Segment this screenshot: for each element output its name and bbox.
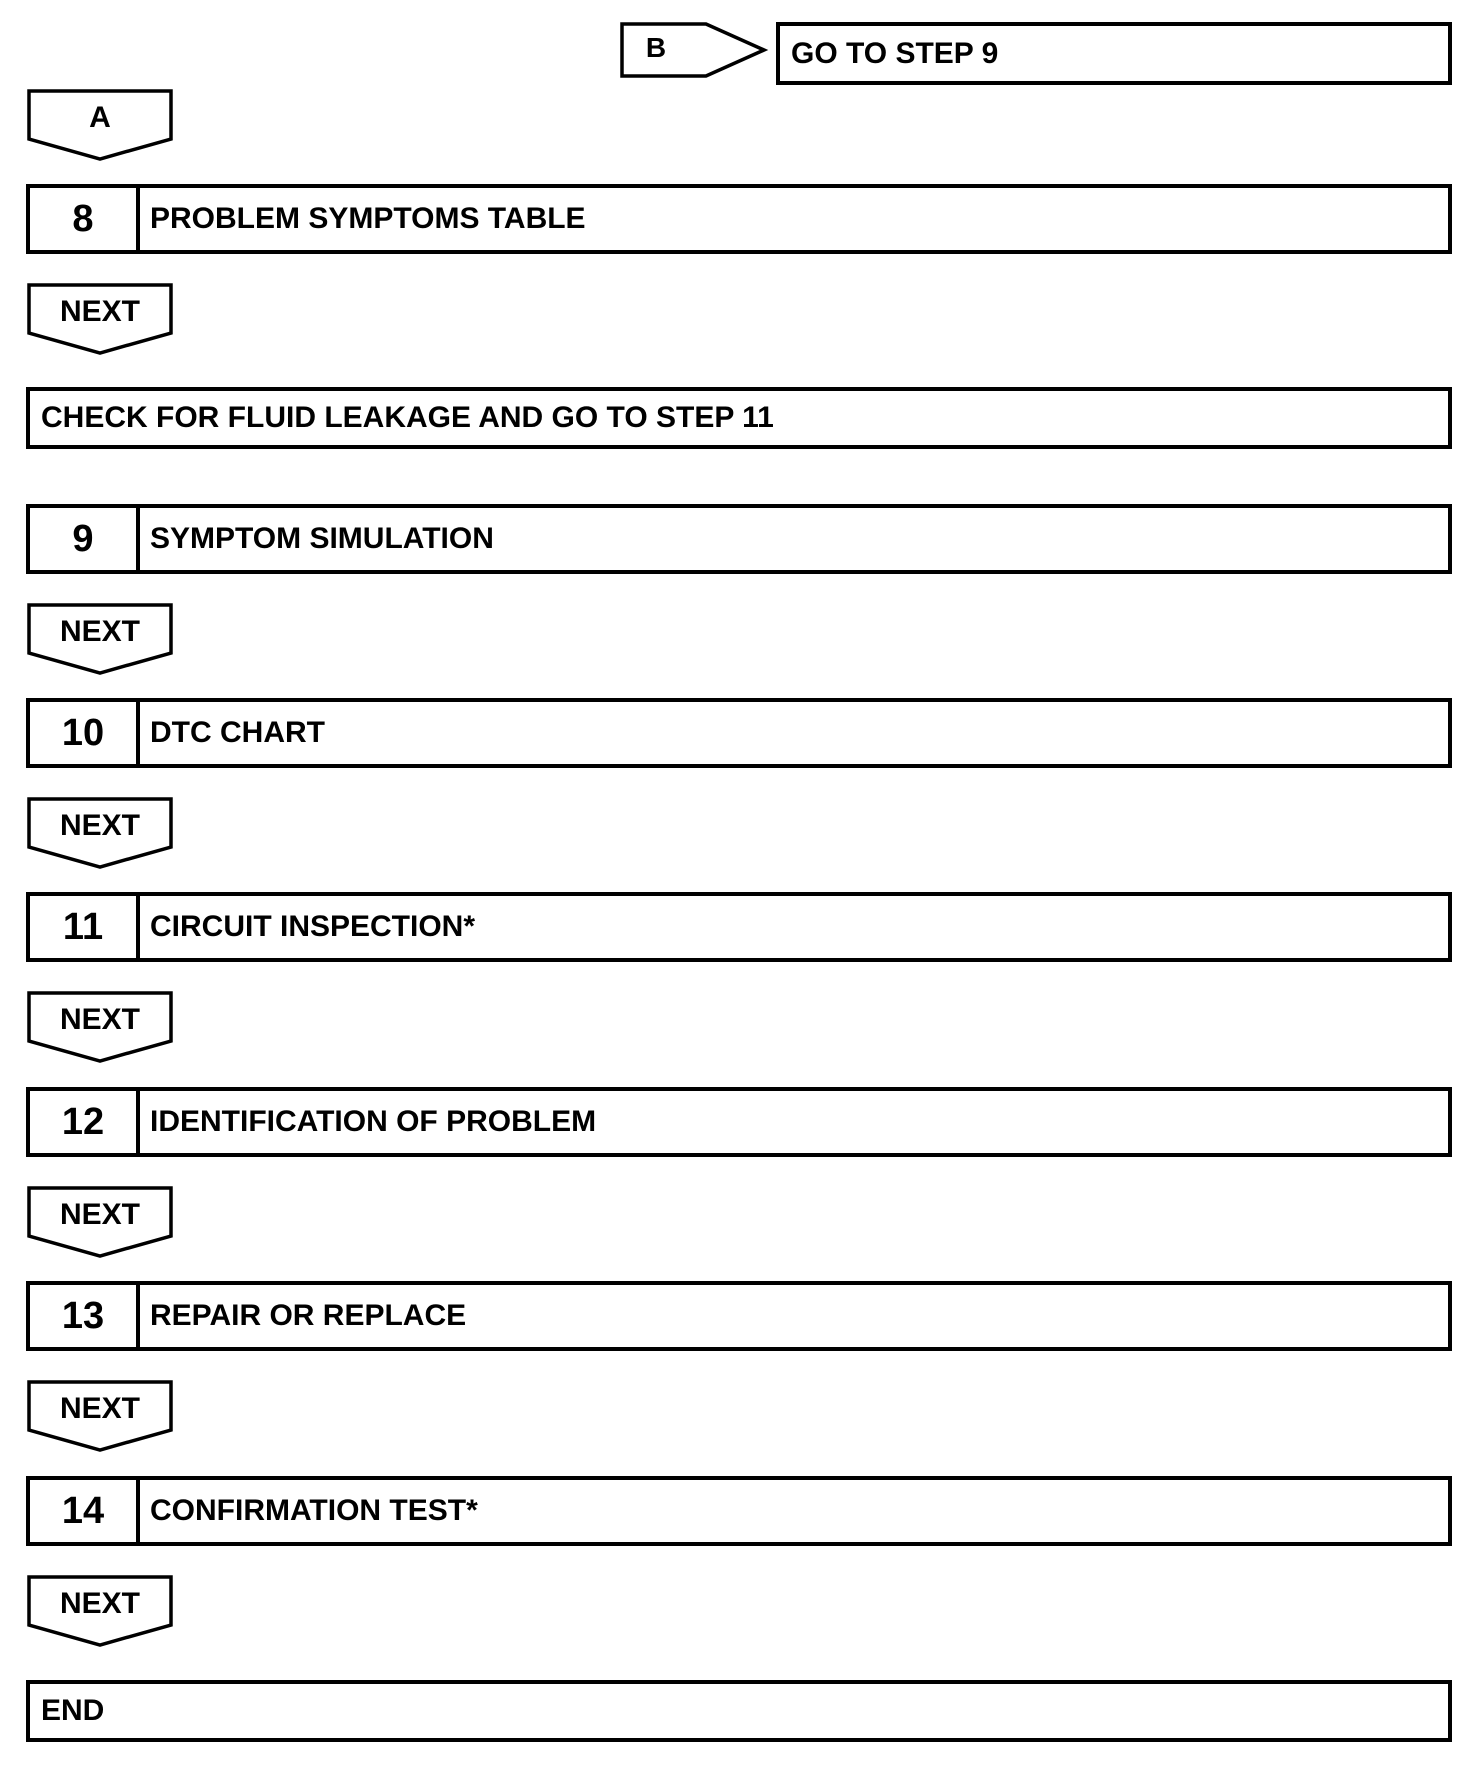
step-number: 9 bbox=[30, 508, 140, 570]
step-title: DTC CHART bbox=[150, 716, 325, 749]
step-12-box bbox=[26, 1087, 1452, 1157]
step-number: 13 bbox=[30, 1285, 140, 1347]
step-number: 10 bbox=[30, 702, 140, 764]
next-arrow-after-8 bbox=[27, 283, 173, 355]
step-number: 12 bbox=[30, 1091, 140, 1153]
step-title: CIRCUIT INSPECTION* bbox=[150, 910, 476, 943]
next-label: NEXT bbox=[59, 1003, 140, 1036]
step-number: 8 bbox=[30, 188, 140, 250]
next-label: NEXT bbox=[59, 1587, 140, 1620]
branch-b-target bbox=[776, 22, 1452, 85]
step-number: 14 bbox=[30, 1480, 140, 1542]
step-title: IDENTIFICATION OF PROBLEM bbox=[150, 1105, 597, 1138]
next-arrow-after-13 bbox=[27, 1380, 173, 1452]
next-label: NEXT bbox=[59, 295, 140, 328]
step-title: CONFIRMATION TEST* bbox=[150, 1494, 478, 1527]
next-label: NEXT bbox=[59, 1198, 140, 1231]
step-8-box bbox=[26, 184, 1452, 254]
branch-a-label: A bbox=[89, 101, 111, 134]
next-label: NEXT bbox=[59, 809, 140, 842]
branch-b-target-text: GO TO STEP 9 bbox=[791, 36, 999, 70]
step-11-box bbox=[26, 892, 1452, 962]
step-13-box bbox=[26, 1281, 1452, 1351]
step-title: REPAIR OR REPLACE bbox=[150, 1299, 467, 1332]
branch-a-arrow bbox=[27, 89, 173, 161]
step-title: PROBLEM SYMPTOMS TABLE bbox=[150, 202, 586, 235]
step-14-box bbox=[26, 1476, 1452, 1546]
next-label: NEXT bbox=[59, 1392, 140, 1425]
end-label: END bbox=[41, 1694, 105, 1727]
next-arrow-after-9 bbox=[27, 603, 173, 675]
branch-b-arrow bbox=[620, 22, 766, 78]
next-arrow-after-11 bbox=[27, 991, 173, 1063]
step-title: SYMPTOM SIMULATION bbox=[150, 522, 494, 555]
end-box bbox=[26, 1680, 1452, 1742]
step-9-box bbox=[26, 504, 1452, 574]
next-label: NEXT bbox=[59, 615, 140, 648]
fluid-leakage-box bbox=[26, 387, 1452, 449]
step-number: 11 bbox=[30, 896, 140, 958]
next-arrow-after-12 bbox=[27, 1186, 173, 1258]
next-arrow-after-14 bbox=[27, 1575, 173, 1647]
fluid-leakage-text: CHECK FOR FLUID LEAKAGE AND GO TO STEP 11 bbox=[41, 401, 774, 434]
next-arrow-after-10 bbox=[27, 797, 173, 869]
step-10-box bbox=[26, 698, 1452, 768]
branch-b-label: B bbox=[645, 32, 667, 63]
